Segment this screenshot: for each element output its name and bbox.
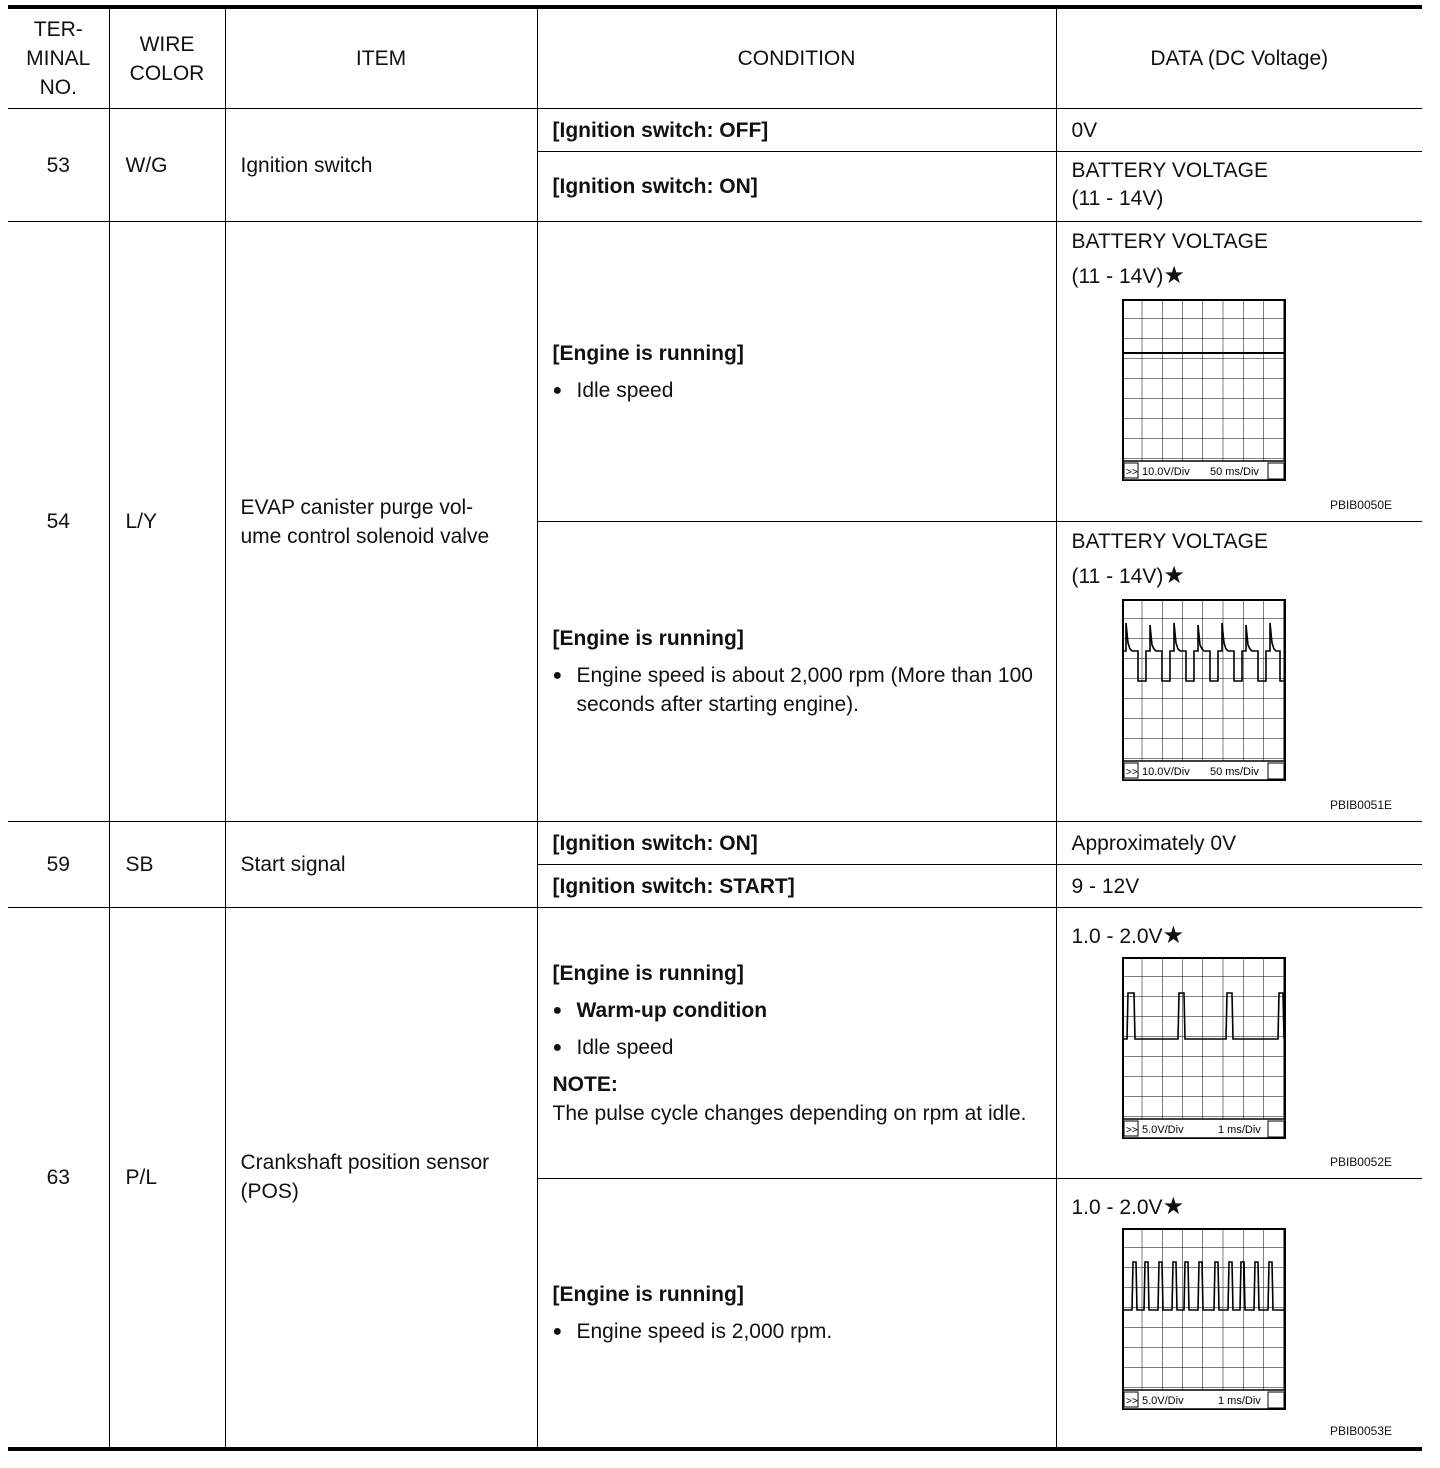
item-name: Ignition switch: [225, 109, 537, 222]
condition-cell: [537, 222, 1056, 522]
data-line-2: (11 - 14V): [1071, 186, 1164, 210]
table-row: [8, 109, 1422, 152]
condition-title: [Engine is running]: [552, 341, 744, 365]
data-value: 0V: [1056, 109, 1422, 152]
data-value: Approximately 0V: [1056, 822, 1422, 865]
star-icon: ★: [1163, 562, 1185, 589]
data-value: [1056, 152, 1422, 222]
data-line-1: BATTERY VOLTAGE: [1071, 530, 1268, 553]
header-item: ITEM: [225, 7, 537, 109]
scope-time-div: 1 ms/Div: [1217, 1395, 1261, 1407]
oscilloscope-waveform: [1122, 1228, 1287, 1410]
data-cell: [1056, 908, 1422, 1179]
figure-code: PBIB0050E: [1329, 498, 1392, 512]
header-data: DATA (DC Voltage): [1056, 7, 1422, 109]
item-name: Crankshaft position sensor (POS): [225, 908, 537, 1449]
terminal-number: 54: [8, 222, 109, 822]
condition-bullet: Idle speed: [576, 1035, 674, 1059]
terminal-number: 59: [8, 822, 109, 908]
header-condition: CONDITION: [537, 7, 1056, 109]
scope-time-div: 1 ms/Div: [1217, 1124, 1261, 1136]
star-icon: ★: [1163, 262, 1185, 289]
data-cell: [1056, 222, 1422, 522]
bullet-icon: ●: [552, 381, 563, 399]
data-line-1: 1.0 - 2.0V: [1071, 925, 1163, 948]
data-line-1: BATTERY VOLTAGE: [1071, 158, 1268, 182]
wire-color: W/G: [109, 109, 225, 222]
condition-cell: [537, 522, 1056, 822]
figure-code: PBIB0051E: [1329, 798, 1392, 812]
data-value: 9 - 12V: [1056, 865, 1422, 908]
table-row: [8, 908, 1422, 1179]
bullet-icon: ●: [552, 667, 563, 684]
star-icon: ★: [1162, 1193, 1185, 1220]
condition-bullet: Warm-up condition: [576, 998, 768, 1022]
terminal-number: 63: [8, 908, 109, 1449]
condition-text: [Ignition switch: OFF]: [537, 109, 1056, 152]
condition-text: [Ignition switch: ON]: [537, 822, 1056, 865]
data-line-1: BATTERY VOLTAGE: [1071, 230, 1268, 253]
header-terminal: TER- MINAL NO.: [8, 7, 109, 109]
note-text: The pulse cycle changes depending on rpm at idle.: [552, 1101, 1027, 1125]
terminal-data-table: [8, 5, 1422, 1451]
item-name: EVAP canister purge vol- ume control solenoid valve: [225, 222, 537, 822]
table-row: [8, 822, 1422, 865]
condition-bullet: Engine speed is 2,000 rpm.: [576, 1319, 833, 1343]
wire-color: L/Y: [109, 222, 225, 822]
scope-time-div: 50 ms/Div: [1209, 766, 1259, 778]
condition-cell: [537, 908, 1056, 1179]
bullet-icon: ●: [552, 1001, 563, 1019]
scope-time-div: 50 ms/Div: [1209, 466, 1259, 478]
figure-code: PBIB0052E: [1329, 1155, 1392, 1169]
figure-code: PBIB0053E: [1329, 1423, 1392, 1438]
wire-color: SB: [109, 822, 225, 908]
condition-text: [Ignition switch: START]: [537, 865, 1056, 908]
scope-play-icon: >>: [1125, 767, 1138, 778]
star-icon: ★: [1162, 922, 1185, 949]
scope-volt-div: 10.0V/Div: [1141, 466, 1190, 478]
condition-bullet: Engine speed is about 2,000 rpm (More than 100 seconds after starting engine).: [576, 664, 1033, 716]
bullet-icon: ●: [552, 1038, 563, 1056]
item-name: Start signal: [225, 822, 537, 908]
bullet-icon: ●: [552, 1322, 563, 1340]
data-line-2: (11 - 14V): [1071, 265, 1164, 288]
scope-play-icon: >>: [1125, 467, 1138, 478]
condition-text: [Ignition switch: ON]: [537, 152, 1056, 222]
scope-volt-div: 10.0V/Div: [1141, 766, 1190, 778]
scope-volt-div: 5.0V/Div: [1141, 1124, 1184, 1136]
scope-play-icon: >>: [1125, 1396, 1138, 1407]
terminal-number: 53: [8, 109, 109, 222]
wire-color: P/L: [109, 908, 225, 1449]
header-wire-color: WIRE COLOR: [109, 7, 225, 109]
note-title: NOTE:: [552, 1072, 618, 1096]
oscilloscope-waveform: [1122, 957, 1287, 1139]
condition-cell: [537, 1179, 1056, 1449]
data-cell: [1056, 1179, 1422, 1449]
data-line-1: 1.0 - 2.0V: [1071, 1196, 1163, 1219]
oscilloscope-waveform: [1122, 599, 1287, 781]
condition-title: [Engine is running]: [552, 627, 744, 650]
condition-bullet: Idle speed: [576, 378, 674, 402]
data-cell: [1056, 522, 1422, 822]
table-row: [8, 222, 1422, 522]
data-line-2: (11 - 14V): [1071, 565, 1164, 588]
condition-title: [Engine is running]: [552, 1282, 744, 1306]
scope-volt-div: 5.0V/Div: [1141, 1395, 1184, 1407]
condition-title: [Engine is running]: [552, 961, 744, 985]
oscilloscope-waveform: [1122, 299, 1287, 481]
scope-play-icon: >>: [1125, 1125, 1138, 1136]
